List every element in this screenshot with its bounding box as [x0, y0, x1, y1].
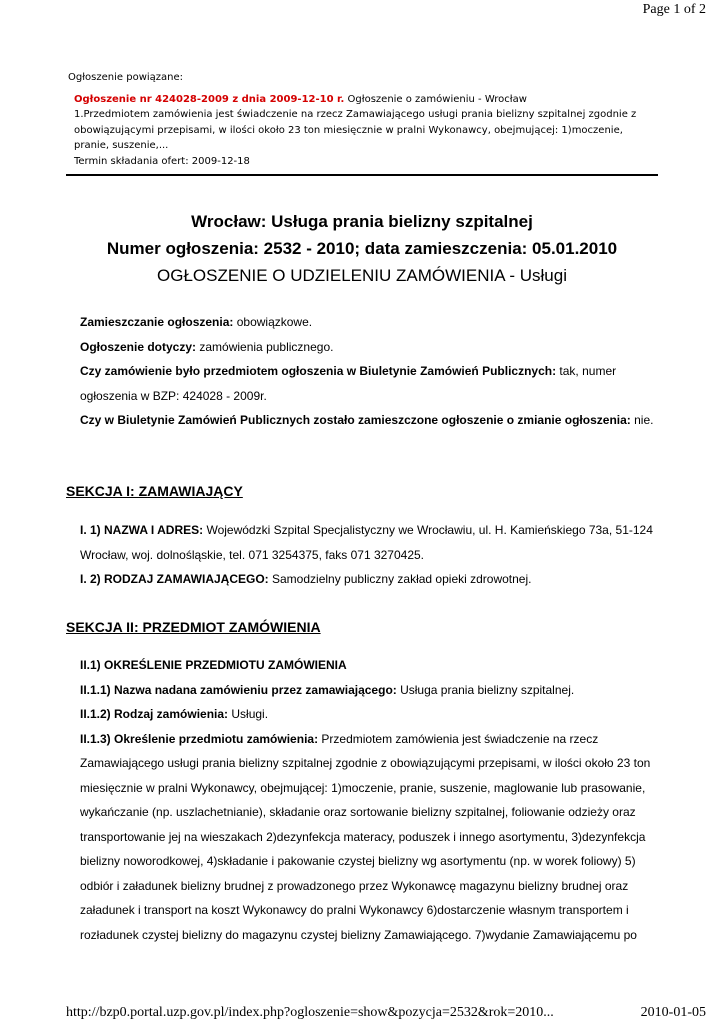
item-label: II.1.2) Rodzaj zamówienia:: [80, 707, 229, 721]
intro-item: [80, 310, 660, 335]
related-label: Ogłoszenie powiązane:: [68, 72, 184, 83]
item-value: Przedmiotem zamówienia jest świadczenie na rzecz Zamawiającego usługi prania bielizny szpitalnej zgodnie z obowiązującymi przepisami, w ilości około 23 ton miesięcznie w pralni Wykonawcy, obejmującej: 1)moczenie, pranie, suszenie, maglowanie lub prasowanie, wykańczanie (np. uszlachetnianie), składanie oraz sortowanie bielizny szpitalnej, foliowanie odzieży oraz transportowanie jej na wieszakach 2)dezynfekcja materacy, poduszek i innego asortymentu, 3)dezynfekcja bielizny noworodkowej, 4)składanie i pakowanie czystej bielizny wg asortymentu (np. w worek foliowy) 5) odbiór i załadunek bielizny brudnej z prowadzonego przez Wykonawcę magazynu bielizny brudnej oraz załadunek i transport na koszt Wykonawcy do pralni Wykonawcy 6)dostarczenie własnym transportem i rozładunek czystej bielizny do magazynu czystej bielizny Zamawiającego. 7)wydanie Zamawiającemu po: [80, 731, 651, 942]
footer-url[interactable]: http://bzp0.portal.uzp.gov.pl/index.php?ogloszenie=show&pozycja=2532&rok=2010...: [66, 1005, 554, 1020]
section-1-block: [80, 518, 660, 592]
section-item: [80, 702, 660, 727]
section-item: [80, 567, 660, 592]
intro-label: Ogłoszenie dotyczy:: [80, 339, 197, 354]
related-notice-link[interactable]: Ogłoszenie nr 424028-2009 z dnia 2009-12-10 r.: [74, 93, 345, 105]
title-line-2: Numer ogłoszenia: 2532 - 2010; data zamieszczenia: 05.01.2010: [106, 239, 618, 258]
item-label: II.1.1) Nazwa nadana zamówieniu przez zamawiającego:: [80, 682, 397, 697]
item-value: Wojewódzki Szpital Specjalistyczny we Wrocławiu, ul. H. Kamieńskiego 73a, 51-124 Wrocław, woj. dolnośląskie, tel. 071 3254375, faks 071 3270425.: [80, 523, 653, 562]
intro-value: zamówienia publicznego.: [196, 339, 334, 354]
intro-value: nie.: [630, 413, 654, 427]
intro-item: [80, 335, 660, 360]
section-item: [80, 678, 660, 703]
document-title: [0, 208, 724, 289]
item-value: Usługi.: [228, 707, 269, 721]
page-footer: [66, 1005, 706, 1021]
related-description: 1.Przedmiotem zamówienia jest świadczenie na rzecz Zamawiającego usługi prania bielizny szpitalnej zgodnie z obowiązującymi przepisami, w ilości około 23 ton miesięcznie w pralni Wykonawcy, obejmującej: 1)moczenie, pranie, suszenie,...: [74, 109, 637, 151]
item-value: Usługa prania bielizny szpitalnej.: [396, 682, 575, 697]
item-label: I. 1) NAZWA I ADRES:: [80, 523, 204, 537]
subheading-text: II.1) OKREŚLENIE PRZEDMIOTU ZAMÓWIENIA: [80, 658, 347, 672]
title-line-1: Wrocław: Usługa prania bielizny szpitalnej: [191, 212, 533, 231]
related-notice-type: Ogłoszenie o zamówieniu - Wrocław: [344, 93, 527, 105]
item-value: Samodzielny publiczny zakład opieki zdrowotnej.: [268, 572, 532, 586]
section-subheading: [80, 653, 660, 678]
section-2-block: [80, 653, 660, 947]
section-item: [80, 727, 660, 948]
intro-label: Czy w Biuletynie Zamówień Publicznych zostało zamieszczone ogłoszenie o zmianie ogłoszenia:: [80, 413, 631, 427]
section-1-heading: SEKCJA I: ZAMAWIAJĄCY: [66, 483, 243, 499]
intro-label: Zamieszczanie ogłoszenia:: [80, 315, 234, 329]
page-number: Page 1 of 2: [642, 2, 706, 17]
intro-item: [80, 359, 660, 408]
section-item: [80, 518, 660, 567]
intro-value: obowiązkowe.: [233, 315, 313, 329]
item-label: II.1.3) Określenie przedmiotu zamówienia:: [80, 731, 319, 746]
divider: [66, 174, 658, 176]
intro-label: Czy zamówienie było przedmiotem ogłoszenia w Biuletynie Zamówień Publicznych:: [80, 364, 557, 378]
related-deadline: Termin składania ofert: 2009-12-18: [74, 155, 250, 167]
footer-date: 2010-01-05: [640, 1005, 706, 1020]
section-2-heading: SEKCJA II: PRZEDMIOT ZAMÓWIENIA: [66, 619, 321, 635]
title-line-3: OGŁOSZENIE O UDZIELENIU ZAMÓWIENIA - Usługi: [157, 266, 567, 285]
intro-value: tak, numer ogłoszenia w BZP: 424028 - 2009r.: [80, 364, 617, 403]
related-notice: [68, 70, 658, 169]
item-label: I. 2) RODZAJ ZAMAWIAJĄCEGO:: [80, 572, 269, 586]
intro-item: [80, 408, 660, 433]
intro-block: [80, 310, 660, 433]
